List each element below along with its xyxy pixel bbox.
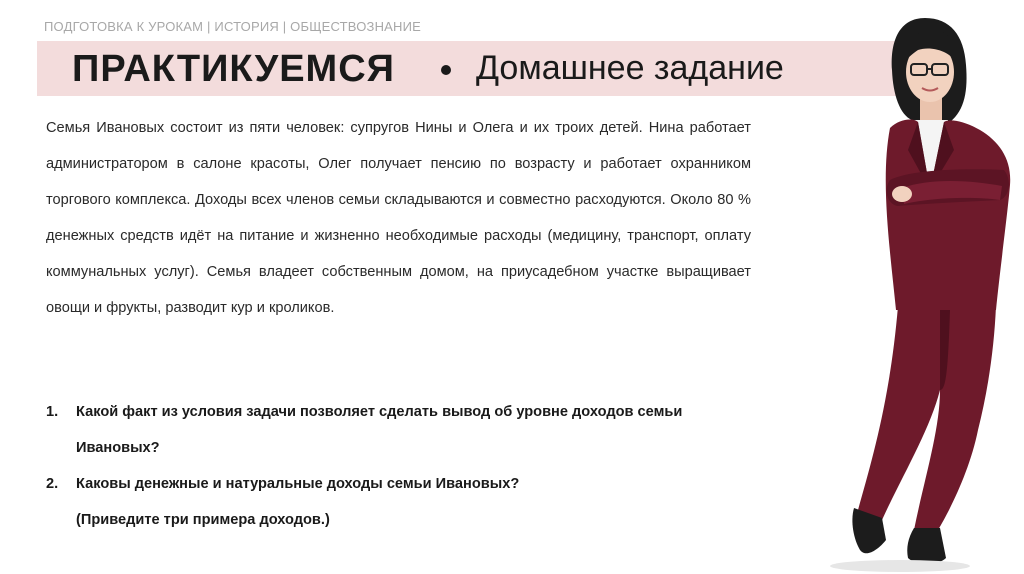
question-text: Какой факт из условия задачи позволяет сделать вывод об уровне доходов семьи Ивановых? [76, 404, 683, 456]
page-title: ПРАКТИКУЕМСЯ [72, 48, 395, 90]
task-text [46, 110, 751, 326]
question-item [46, 466, 751, 502]
questions-list [46, 394, 751, 538]
page-subtitle: Домашнее задание [476, 49, 784, 87]
question-number: 1. [46, 404, 59, 420]
question-text: Каковы денежные и натуральные доходы семьи Ивановых? [76, 476, 520, 492]
note-text: (Приведите три примера доходов.) [76, 512, 330, 528]
question-number: 2. [46, 476, 59, 492]
task-paragraph: Семья Ивановых состоит из пяти человек: супругов Нины и Олега и их троих детей. Нина работает администратором в салоне красоты, Олег получает пенсию по возрасту и работает охранником торгового комплекса. Доходы всех членов семьи складываются и совместно расходуются. Около 80 % денежных средств идёт на питание и жизненно необходимые расходы (медицину, транспорт, оплату коммунальных услуг). Семья владеет собственным домом, на приусадебном участке выращивает овощи и фрукты, разводит кур и кроликов. [46, 120, 751, 316]
question-note [46, 502, 751, 538]
teacher-illustration [790, 10, 1024, 574]
question-item [46, 394, 751, 466]
breadcrumb: ПОДГОТОВКА К УРОКАМ | ИСТОРИЯ | ОБЩЕСТВОЗНАНИЕ [44, 19, 422, 34]
title-separator-dot [441, 65, 451, 75]
